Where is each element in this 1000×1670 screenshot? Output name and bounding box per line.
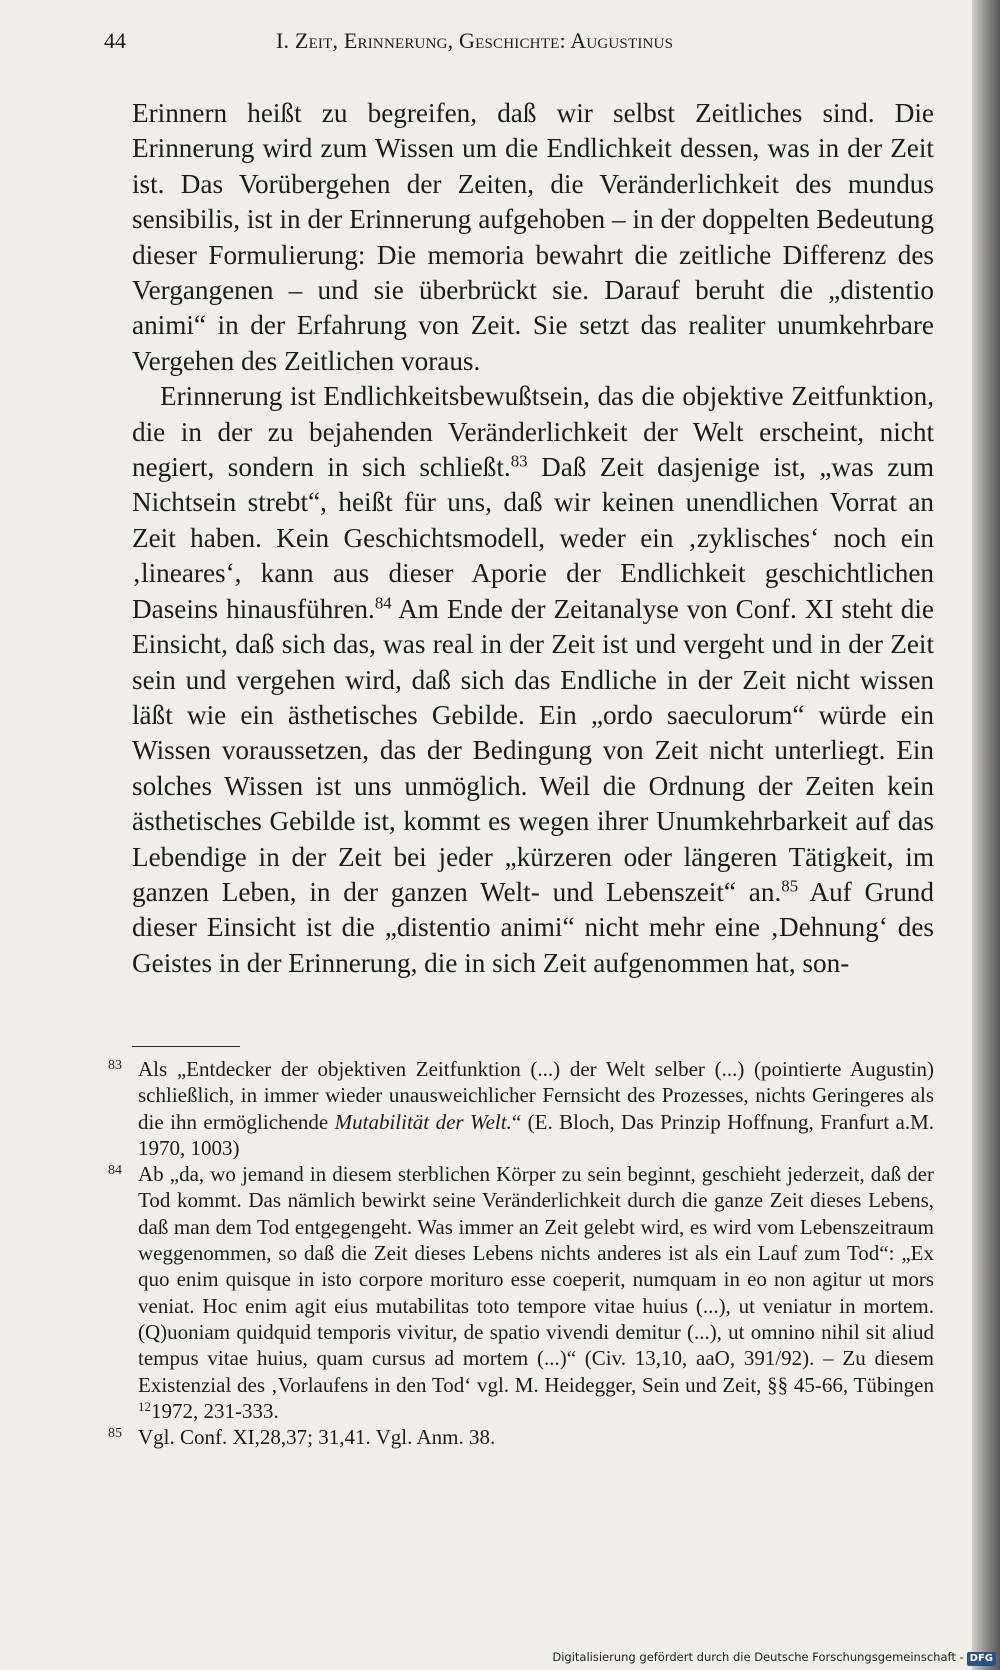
page-header: [104, 28, 934, 62]
footnote-marker: 84: [108, 1163, 122, 1179]
footnote-reference[interactable]: 85: [781, 876, 799, 896]
paragraph: Erinnern heißt zu begreifen, daß wir selbst Zeitliches sind. Die Erinnerung wird zum Wissen um die Endlichkeit dessen, was in der Zeit ist. Das Vorübergehen der Zeiten, die Veränderlichkeit des mundus sensibilis, ist in der Erinnerung aufgehoben – in der doppelten Bedeutung dieser Formulierung: Die memoria bewahrt die zeitliche Differenz des Vergangenen – und sie überbrückt sie. Darauf beruht die „distentio animi“ in der Erfahrung von Zeit. Sie setzt das realiter unumkehrbare Vergehen des Zeitlichen voraus.: [132, 98, 934, 376]
dfg-logo-icon: DFG: [967, 1652, 996, 1666]
footnotes: [108, 1056, 934, 1450]
footnote-marker: 83: [108, 1058, 122, 1073]
footnote-85: [108, 1424, 934, 1450]
footnote-84: [108, 1161, 934, 1424]
footnote-divider: [132, 1046, 240, 1047]
footnote-text: Vgl. Conf. XI,28,37; 31,41. Vgl. Anm. 38.: [138, 1425, 496, 1450]
footnote-reference[interactable]: 83: [510, 451, 528, 471]
digitization-watermark: [552, 1648, 996, 1666]
footnote-marker: 85: [108, 1426, 122, 1442]
footnote-reference[interactable]: 84: [374, 593, 392, 613]
watermark-text: Digitalisierung gefördert durch die Deutsche Forschungsgemeinschaft -: [552, 1650, 964, 1664]
page-gutter-shadow: [972, 0, 1000, 1670]
main-text: [132, 96, 934, 981]
footnote-text: Ab „da, wo jemand in diesem sterblichen Körper zu sein beginnt, geschieht jederzeit, daß der Tod kommt. Das nämlich bewirkt seine Veränderlichkeit durch die ganze Zeit dieses Lebens, daß man dem Tod entgegengeht. Was immer an Zeit gelebt wird, es wird vom Lebenszeitraum weggenommen, so daß die Zeit dieses Lebens nichts anderes ist als ein Lauf zum Tod“: „Ex quo enim quisque in isto corpore morituro esse coeperit, numquam in eo non agitur ut mors veniat. Hoc enim agit eius mutabilitas toto tempore vitae huius (...), ut veniatur in mortem. (Q)uoniam quidquid temporis vivitur, de spatio vivendi demitur (...), ut omnino nihil sit aliud tempus vitae huius, quam cursus ad mortem (...)“ (Civ. 13,10, aaO, 391/92). – Zu diesem Existenzial des ‚Vorlaufens in den Tod‘ vgl. M. Heidegger, Sein und Zeit, §§ 45-66, Tübingen $^{12}$1972, 231-333.: [138, 1162, 934, 1423]
footnote-83: [108, 1056, 934, 1161]
page-number: 44: [104, 28, 126, 53]
footnote-text: Als „Entdecker der objektiven Zeitfunktion (...) der Welt selber (...) (pointierte Augustin) schließlich, in immer wieder unausweichlicher Fernsicht des Prozesses, nichts Geringeres als die ihn ermöglichende Mutabilität der Welt.“ (E. Bloch, Das Prinzip Hoffnung, Franfurt a.M. 1970, 1003): [138, 1057, 934, 1160]
running-head: I. Zeit, Erinnerung, Geschichte: Augustinus: [276, 28, 674, 53]
paragraph: Erinnerung ist Endlichkeitsbewußtsein, das die objektive Zeitfunktion, die in der zu bejahenden Veränderlichkeit der Welt erscheint, nicht negiert, sondern in sich schließt.$^{83}$ Daß Zeit dasjenige ist, „was zum Nichtsein strebt“, heißt für uns, daß wir keinen unendlichen Vorrat an Zeit haben. Kein Geschichtsmodell, weder ein ‚zyklisches‘ noch ein ‚lineares‘, kann aus dieser Aporie der Endlichkeit geschichtlichen Daseins hinausführen.$^{84}$ Am Ende der Zeitanalyse von Conf. XI steht die Einsicht, daß sich das, was real in der Zeit ist und vergeht und in der Zeit sein und vergehen wird, daß sich das Endliche in der Zeit nicht wissen läßt wie ein ästhetisches Gebilde. Ein „ordo saeculorum“ würde ein Wissen voraussetzen, das der Bedingung von Zeit nicht unterliegt. Ein solches Wissen ist uns unmöglich. Weil die Ordnung der Zeiten kein ästhetisches Gebilde ist, kommt es wegen ihrer Unumkehrbarkeit auf das Lebendige in der Zeit bei jeder „kürzeren oder längeren Tätigkeit, im ganzen Leben, in der ganzen Welt- und Lebenszeit“ an.$^{85}$ Auf Grund dieser Einsicht ist die „distentio animi“ nicht mehr eine ‚Dehnung‘ des Geistes in der Erinnerung, die in sich Zeit aufgenommen hat, son-: [132, 381, 934, 978]
